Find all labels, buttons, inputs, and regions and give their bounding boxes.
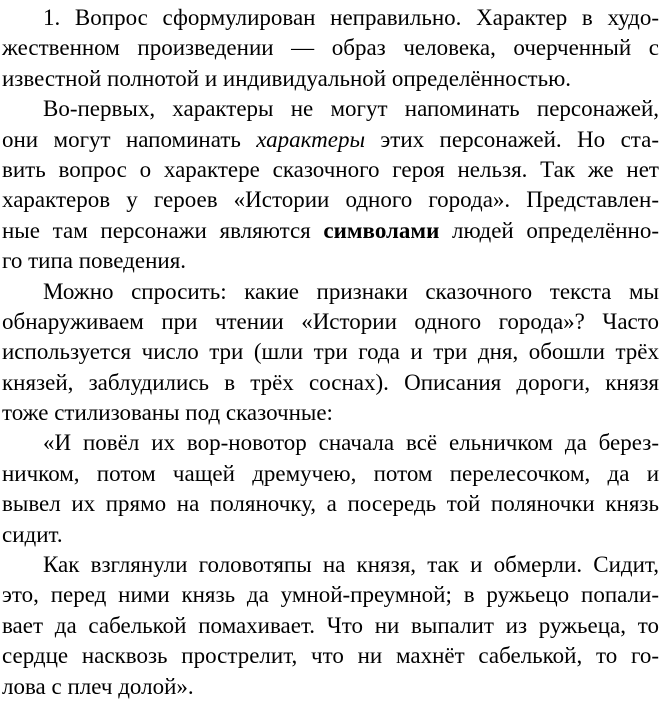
text-run: го типа поведения. <box>2 248 187 274</box>
text-line <box>2 641 659 671</box>
text-line <box>2 3 659 33</box>
paragraph <box>2 94 659 276</box>
paragraph <box>2 3 659 94</box>
text-run: вывел их прямо на поляночку, а посередь той поляночки князь <box>2 491 659 517</box>
text-run: этих персонажей. Но ста- <box>365 126 659 152</box>
text-line <box>2 216 659 246</box>
text-run: ничком, потом чащей дремучею, потом перелесочком, да и <box>2 460 659 486</box>
text-run: Во-первых, характеры не могут напоминать персонажей, <box>43 96 659 122</box>
text-run: вает да сабелькой помахивает. Что ни выпалит из ружьеца, то <box>2 612 659 638</box>
text-line <box>2 520 659 550</box>
text-line <box>2 611 659 641</box>
text-line <box>2 368 659 398</box>
text-run: «И повёл их вор-новотор сначала всё ельничком да берез- <box>43 430 659 456</box>
text-line <box>2 550 659 580</box>
text-line <box>2 398 659 428</box>
text-run: Можно спросить: какие признаки сказочного текста мы <box>43 278 659 304</box>
text-run: сердце насквозь прострелит, что ни махнёт сабелькой, то го- <box>2 643 659 669</box>
text-line <box>2 94 659 124</box>
text-run: известной полнотой и индивидуальной определённостью. <box>2 65 572 91</box>
text-line <box>2 580 659 610</box>
text-run: характеров у героев «Истории одного города». Представлен- <box>2 187 659 213</box>
paragraph <box>2 428 659 550</box>
text-run: обнаруживаем при чтении «Истории одного города»? Часто <box>2 308 659 334</box>
text-run: они могут напоминать <box>2 126 257 152</box>
text-line <box>2 337 659 367</box>
text-run: характеры <box>256 126 366 152</box>
text-line <box>2 277 659 307</box>
text-run: людей определённо- <box>439 217 659 243</box>
text-run: символами <box>323 217 440 243</box>
text-run: 1. Вопрос сформулирован неправильно. Характер в худо- <box>43 5 659 30</box>
text-line <box>2 33 659 63</box>
text-run: тоже стилизованы под сказочные: <box>2 400 333 426</box>
text-run: вить вопрос о характере сказочного героя нельзя. Так же нет <box>2 156 659 182</box>
text-line <box>2 672 659 702</box>
paragraph <box>2 550 659 702</box>
text-line <box>2 489 659 519</box>
text-line <box>2 125 659 155</box>
text-run: князей, заблудились в трёх соснах). Описания дороги, князя <box>2 369 659 395</box>
text-line <box>2 155 659 185</box>
text-run: используется число три (шли три года и три дня, обошли трёх <box>2 339 659 365</box>
text-run: это, перед ними князь да умной-преумной; в ружьецо попали- <box>2 582 659 608</box>
text-run: Как взглянули головотяпы на князя, так и обмерли. Сидит, <box>43 552 659 578</box>
text-line <box>2 64 659 94</box>
paragraph <box>2 277 659 429</box>
document-body <box>2 3 659 702</box>
text-run: сидит. <box>2 521 63 547</box>
text-line <box>2 459 659 489</box>
text-line <box>2 428 659 458</box>
text-run: жественном произведении — образ человека, очерченный с <box>2 35 659 61</box>
text-line <box>2 185 659 215</box>
text-line <box>2 307 659 337</box>
text-run: лова с плеч долой». <box>2 673 194 699</box>
text-run: ные там персонажи являются <box>2 217 324 243</box>
text-line <box>2 246 659 276</box>
